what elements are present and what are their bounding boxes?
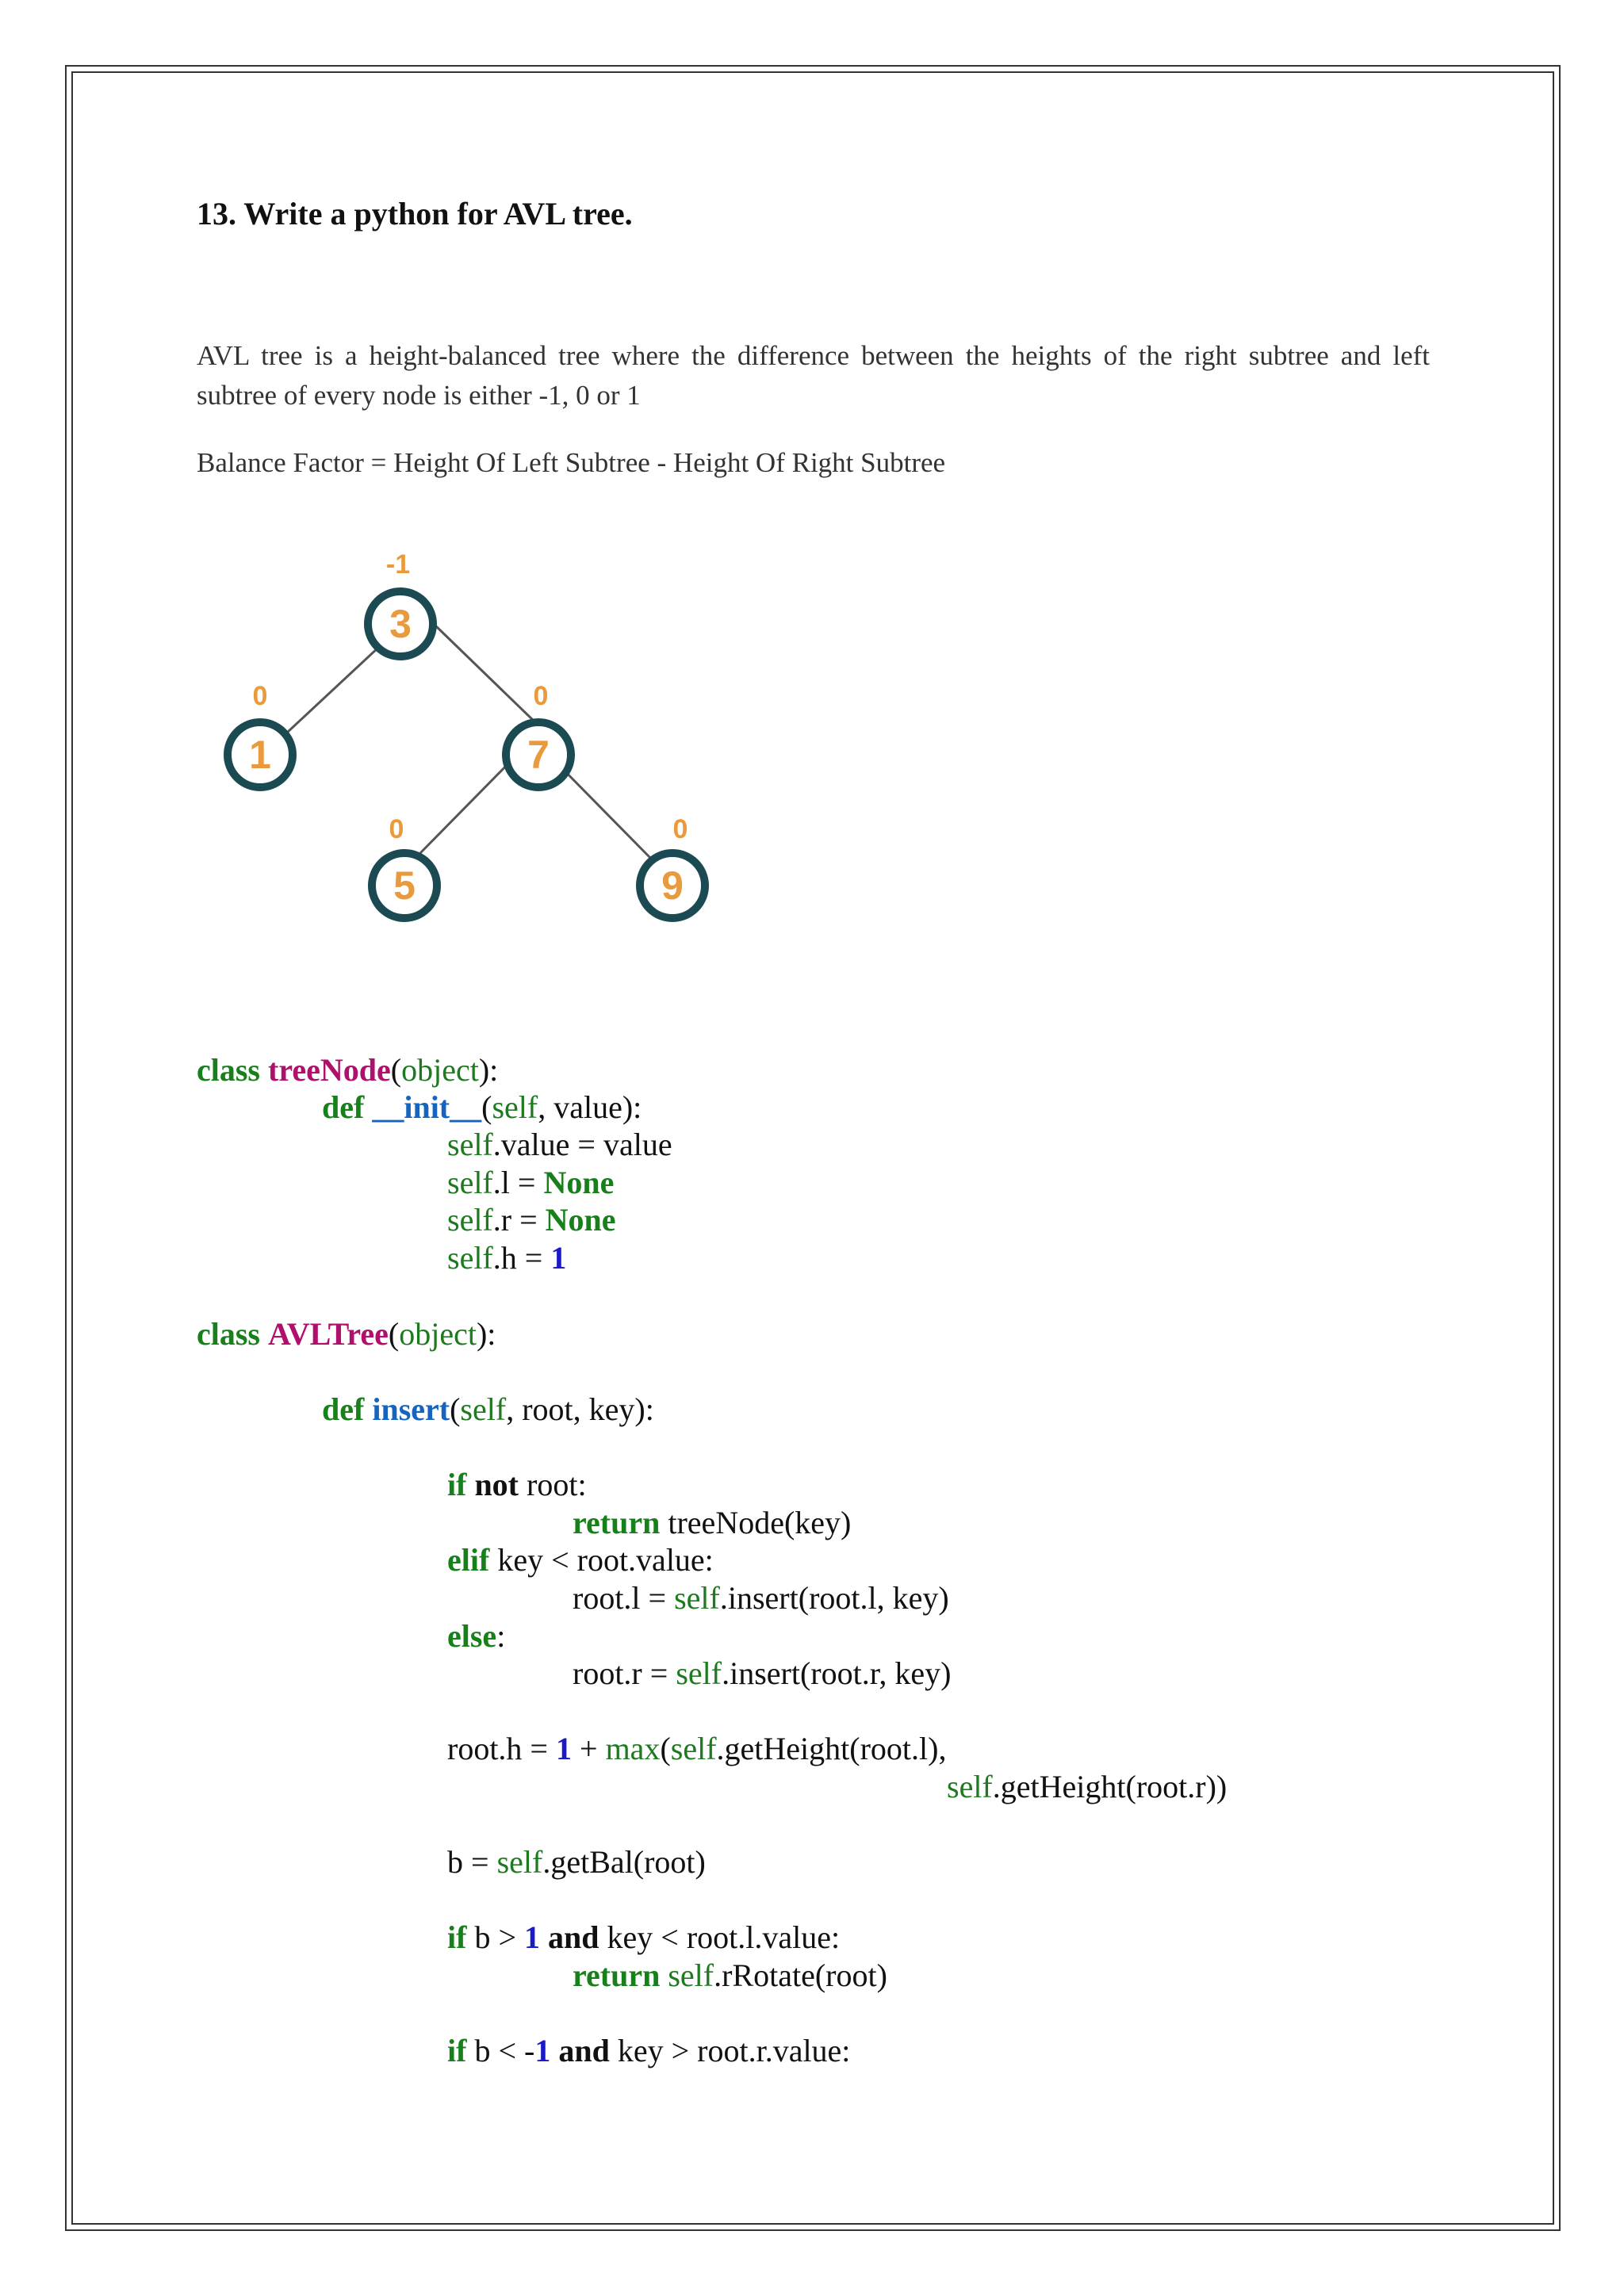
tree-node-1 (228, 681, 293, 787)
tree-node-3 (368, 549, 433, 656)
node-value: 5 (393, 863, 416, 908)
node-value: 9 (661, 863, 684, 908)
code-line: self.l = None (447, 1165, 615, 1200)
code-line: def insert(self, root, key): (322, 1391, 654, 1427)
avl-description: AVL tree is a height-balanced tree where the difference between the heights of the right subtree and left subtree of every node is either -1, 0 or 1 (197, 340, 1430, 411)
code-line: return self.rRotate(root) (573, 1957, 887, 1993)
code-line: else: (447, 1618, 506, 1654)
balance-factor-formula: Balance Factor = Height Of Left Subtree - Height Of Right Subtree (197, 447, 946, 478)
avl-tree-diagram (197, 539, 736, 943)
code-line: if not root: (447, 1467, 587, 1502)
node-value: 7 (527, 733, 550, 777)
tree-node-7 (506, 681, 571, 787)
node-balance: 0 (533, 681, 549, 711)
code-line: root.h = 1 + max(self.getHeight(root.l), (447, 1731, 947, 1766)
code-line: elif key < root.value: (447, 1542, 714, 1578)
code-line: b = self.getBal(root) (447, 1844, 706, 1880)
node-balance: 0 (252, 681, 268, 711)
code-line: root.r = self.insert(root.r, key) (573, 1655, 952, 1691)
code-line: self.value = value (447, 1127, 672, 1162)
node-balance: 0 (672, 814, 688, 844)
code-line: class treeNode(object): (197, 1052, 499, 1088)
code-line: self.r = None (447, 1202, 616, 1238)
question-heading: 13. Write a python for AVL tree. (197, 196, 633, 232)
code-line: self.h = 1 (447, 1240, 567, 1276)
code-line: root.l = self.insert(root.l, key) (573, 1580, 949, 1616)
tree-node-5 (372, 814, 437, 918)
node-balance: 0 (389, 814, 404, 844)
code-line: self.getHeight(root.r)) (947, 1769, 1228, 1804)
code-line: return treeNode(key) (573, 1505, 852, 1540)
code-line: if b < -1 and key > root.r.value: (447, 2033, 851, 2068)
code-line: def __init__(self, value): (322, 1089, 642, 1125)
node-value: 1 (249, 733, 271, 777)
node-balance: -1 (385, 549, 411, 580)
code-line: class AVLTree(object): (197, 1316, 496, 1352)
tree-node-9 (640, 814, 705, 918)
code-line: if b > 1 and key < root.l.value: (447, 1919, 841, 1955)
edge-3-7 (435, 625, 536, 723)
node-value: 3 (389, 602, 412, 646)
edge-7-5 (420, 755, 517, 853)
